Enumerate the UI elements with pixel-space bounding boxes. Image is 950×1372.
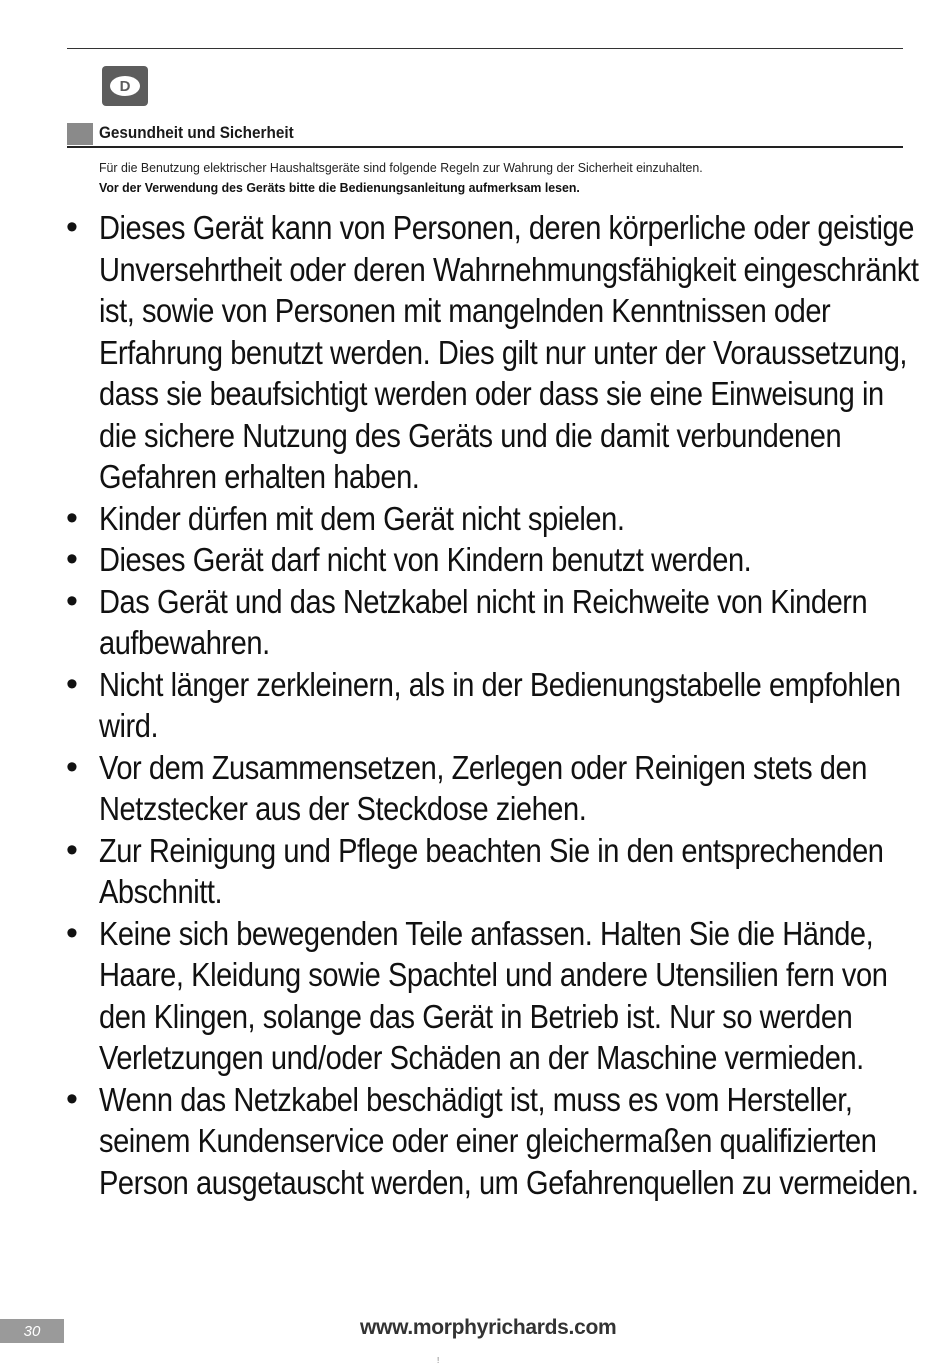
list-item bbox=[60, 207, 920, 498]
list-item bbox=[60, 664, 920, 747]
bullet-icon: • bbox=[66, 1079, 78, 1118]
list-item-text: Zur Reinigung und Pflege beachten Sie in den entsprechenden Abschnitt. bbox=[99, 831, 884, 910]
language-badge-label: D bbox=[110, 76, 140, 96]
section-title: Gesundheit und Sicherheit bbox=[99, 123, 294, 142]
list-item bbox=[60, 539, 920, 581]
bullet-icon: • bbox=[66, 747, 78, 786]
footer-website: www.morphyrichards.com bbox=[360, 1316, 617, 1339]
bullet-icon: • bbox=[66, 581, 78, 620]
list-item-text: Kinder dürfen mit dem Gerät nicht spielen. bbox=[99, 499, 625, 537]
top-rule bbox=[67, 48, 903, 49]
list-item-text: Das Gerät und das Netzkabel nicht in Reichweite von Kindern aufbewahren. bbox=[99, 582, 868, 661]
bullet-icon: • bbox=[66, 913, 78, 952]
list-item-text: Vor dem Zusammensetzen, Zerlegen oder Reinigen stets den Netzstecker aus der Steckdose ziehen. bbox=[99, 748, 867, 827]
section-marker bbox=[67, 123, 93, 145]
list-item bbox=[60, 747, 920, 830]
list-item-text: Keine sich bewegenden Teile anfassen. Halten Sie die Hände, Haare, Kleidung sowie Spachtel und andere Utensilien fern von den Klingen, solange das Gerät in Betrieb ist. Nur so werden Verletzungen und/oder Schäden an der Maschine vermieden. bbox=[99, 914, 888, 1076]
list-item bbox=[60, 581, 920, 664]
intro-line-2: Vor der Verwendung des Geräts bitte die Bedienungsanleitung aufmerksam lesen. bbox=[99, 180, 580, 195]
bullet-icon: • bbox=[66, 664, 78, 703]
list-item-text: Dieses Gerät kann von Personen, deren körperliche oder geistige Unversehrtheit oder deren Wahrnehmungsfähigkeit eingeschränkt ist, sowie von Personen mit mangelnden Kenntnissen oder Erfahrung benutzt werden. Dies gilt nur unter der Voraussetzung, dass sie beaufsichtigt werden oder dass sie eine Einweisung in die sichere Nutzung des Geräts und die damit verbundenen Gefahren erhalten haben. bbox=[99, 209, 919, 495]
list-item-text: Dieses Gerät darf nicht von Kindern benutzt werden. bbox=[99, 541, 752, 578]
bullet-icon: • bbox=[66, 498, 78, 537]
intro-line-1: Für die Benutzung elektrischer Haushaltsgeräte sind folgende Regeln zur Wahrung der Sicherheit einzuhalten. bbox=[99, 160, 703, 175]
language-badge bbox=[102, 66, 148, 106]
bullet-icon: • bbox=[66, 540, 78, 578]
bullet-icon: • bbox=[66, 208, 78, 246]
list-item bbox=[60, 498, 920, 540]
bullet-icon: • bbox=[66, 830, 78, 869]
list-item bbox=[60, 830, 920, 913]
intro-text bbox=[99, 158, 899, 198]
list-item bbox=[60, 913, 920, 1079]
page-number: 30 bbox=[0, 1319, 64, 1343]
list-item bbox=[60, 1079, 920, 1204]
section-rule bbox=[67, 146, 903, 148]
list-item-text: Wenn das Netzkabel beschädigt ist, muss es vom Hersteller, seinem Kundenservice oder einer gleichermaßen qualifizierten Person ausgetauscht werden, um Gefahrenquellen zu vermeiden. bbox=[99, 1080, 919, 1201]
list-item-text: Nicht länger zerkleinern, als in der Bedienungstabelle empfohlen wird. bbox=[99, 665, 901, 744]
footer-mark: ! bbox=[437, 1356, 440, 1365]
safety-list bbox=[60, 207, 920, 1203]
